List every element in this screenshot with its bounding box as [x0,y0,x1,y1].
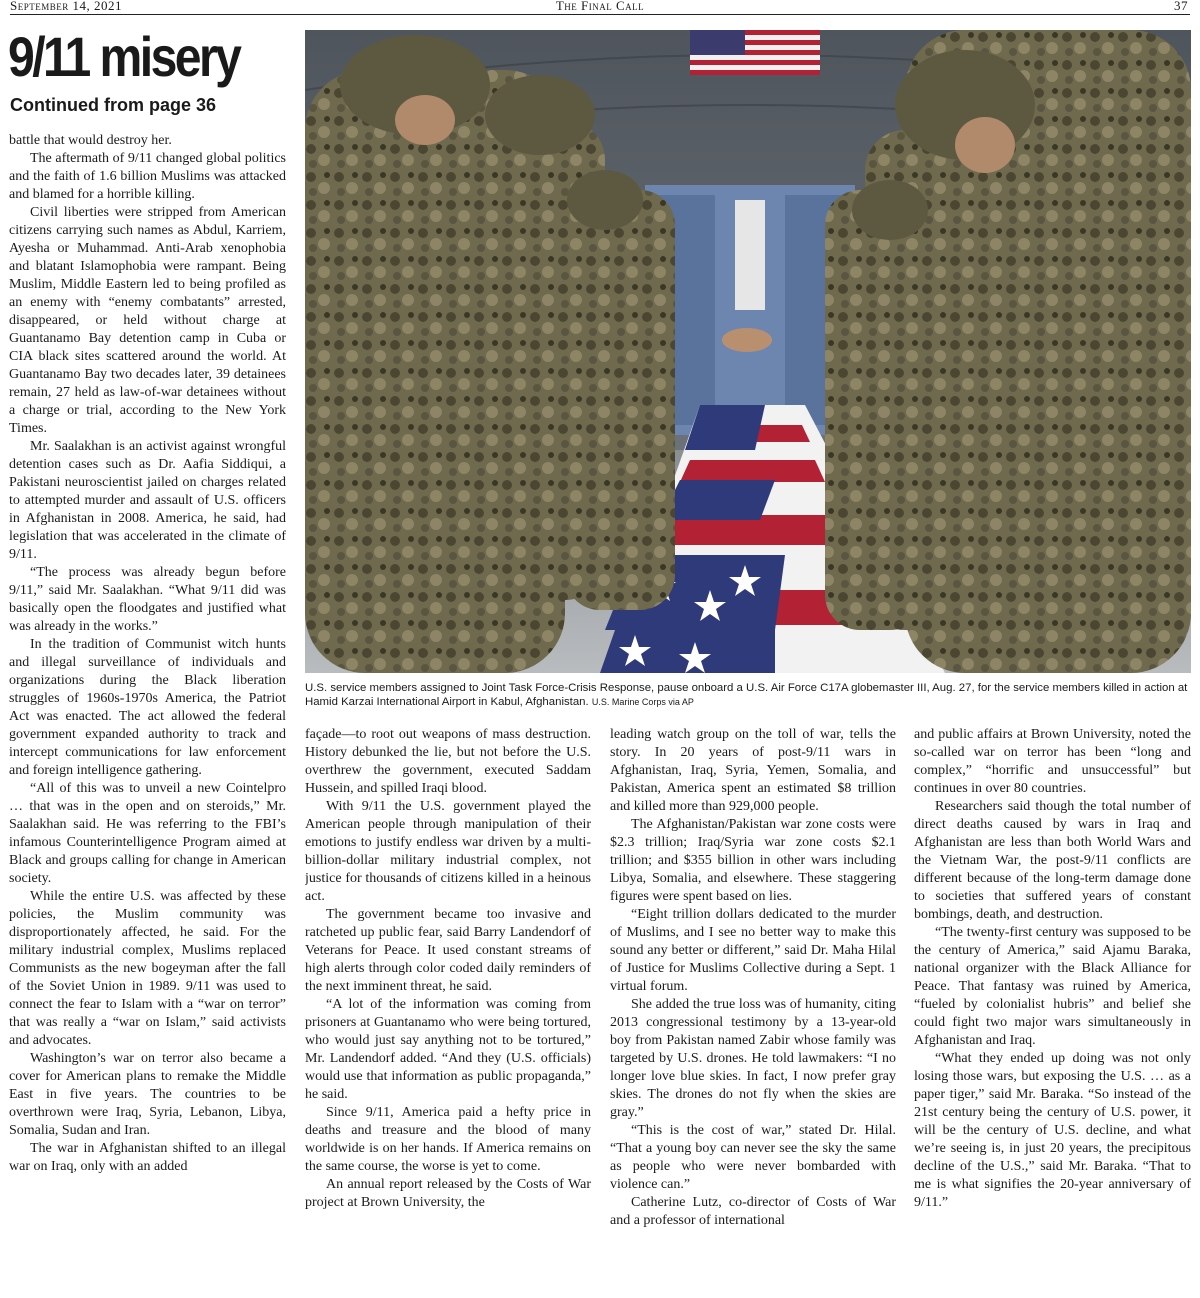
article-paragraph: leading watch group on the toll of war, tells the story. In 20 years of post-9/11 wars in Afghanistan, Iraq, Syria, Yemen, Somalia, and Pakistan, America spent an estimated $8 trillion and killed more than 929,000 people. [610,727,896,814]
article-column-4 [914,726,1191,1292]
article-paragraph: “Eight trillion dollars dedicated to the murder of Muslims, and I see no better way to make this sound any better or different,” said Dr. Maha Hilal of Justice for Muslims Collective during a Sept. 1 virtual forum. [610,907,896,994]
page-header [10,0,1190,15]
article-paragraph: Catherine Lutz, co-director of Costs of War and a professor of international [610,1195,896,1228]
article-paragraph: The war in Afghanistan shifted to an illegal war on Iraq, only with an added [9,1141,286,1174]
article-paragraph: Mr. Saalakhan is an activist against wrongful detention cases such as Dr. Aafia Siddiqui, a Pakistani neuroscientist jailed on charges related to attempted murder and assault of U.S. officers in Afghanistan in 2008. America, he said, had legislation that was accelerated in the climate of 9/11. [9,439,286,562]
article-paragraph: “What they ended up doing was not only losing those wars, but exposing the U.S. … as a paper tiger,” said Mr. Baraka. “So instead of the 21st century being the century of U.S. power, it will be the century of U.S. decline, and what we’re seeing is, in just 20 years, the precipitous decline of the U.S.,” said Mr. Baraka. “That to me is what signifies the 20-year anniversary of 9/11.” [914,1051,1191,1210]
newspaper-name: The Final Call [555,0,645,13]
article-column-3 [610,726,896,1292]
article-paragraph: The Afghanistan/Pakistan war zone costs were $2.3 trillion; Iraq/Syria war zone costs $2.1 trillion; and $355 billion in other wars including Libya, Somalia, and elsewhere. These staggering figures were spent based on lies. [610,817,896,904]
article-paragraph: She added the true loss was of humanity, citing 2013 congressional testimony by a 13-year-old boy from Pakistan named Zabir whose family was targeted by U.S. drones. He told lawmakers: “I no longer love blue skies. In fact, I now prefer gray skies. The drones do not fly when the skies are gray.” [610,997,896,1120]
caption-text: U.S. service members assigned to Joint Task Force-Crisis Response, pause onboard a U.S. Air Force C17A globemaster III, Aug. 27, for the service members killed in action at Hamid Karzai International Airport in Kabul, Afghanistan. [305,682,1188,708]
article-paragraph: “This is the cost of war,” stated Dr. Hilal. “That a young boy can never see the sky the same as people who were never bombarded with violence can.” [610,1123,896,1192]
photo-illustration [305,30,1191,673]
article-column-2 [305,726,591,1292]
article-paragraph: The aftermath of 9/11 changed global politics and the faith of 1.6 billion Muslims was attacked and blamed for a horrible killing. [9,151,286,202]
article-paragraph: and public affairs at Brown University, noted the so-called war on terror has been “long and complex,” “horrific and unsuccessful” but continues in over 80 countries. [914,727,1191,796]
article-paragraph: Since 9/11, America paid a hefty price in deaths and treasure and the blood of many worldwide is on her hands. If America remains on the same course, the worse is yet to come. [305,1105,591,1174]
article-paragraph: “The process was already begun before 9/11,” said Mr. Saalakhan. “What 9/11 did was basically open the floodgates and justified what was already in the works.” [9,565,286,634]
photo-credit: U.S. Marine Corps via AP [591,697,694,707]
article-paragraph: “The twenty-first century was supposed to be the century of America,” said Ajamu Baraka, national organizer with the Black Alliance for Peace. That fantasy was ruined by America, “fueled by colonialist hubris” and belief she could fight two major wars simultaneously in Afghanistan and Iraq. [914,925,1191,1048]
article-paragraph: Researchers said though the total number of direct deaths caused by wars in Iraq and Afghanistan are less than both World Wars and the Vietnam War, the post-9/11 conflicts are different because of the long-term damage done to societies that suffered years of constant bombings, death, and destruction. [914,799,1191,922]
article-photo [305,30,1191,673]
article-paragraph: battle that would destroy her. [9,133,172,148]
article-column-1 [9,132,286,1292]
article-paragraph: While the entire U.S. was affected by these policies, the Muslim community was disproportionately affected, he said. For the military industrial complex, Muslims replaced Communists as the new bogeyman after the fall of the Soviet Union in 1989. 9/11 was used to connect the fear to Islam with a “war on terror” that was really a “war on Islam,” said activists and advocates. [9,889,286,1048]
page-number: 37 [1174,0,1188,13]
article-paragraph: “A lot of the information was coming from prisoners at Guantanamo who were being tortured, who would just say anything not to be tortured,” Mr. Landendorf added. “And they (U.S. officials) would use that information as public propaganda,” he said. [305,997,591,1102]
article-paragraph: Washington’s war on terror also became a cover for American plans to remake the Middle East in five years. The countries to be overthrown were Iraq, Syria, Lebanon, Libya, Somalia, Sudan and Iran. [9,1051,286,1138]
photo-caption [305,681,1191,709]
article-paragraph: façade—to root out weapons of mass destruction. History debunked the lie, but not before the U.S. overthrew the government, executed Saddam Hussein, and spilled Iraqi blood. [305,727,591,796]
article-paragraph: In the tradition of Communist witch hunts and illegal surveillance of individuals and organizations during the Black liberation struggles of 1960s-1970s America, the Patriot Act was enacted. The act allowed the federal government expanded authority to track and intercept communications for law enforcement and foreign intelligence gathering. [9,637,286,778]
article-paragraph: Civil liberties were stripped from American citizens carrying such names as Abdul, Karriem, Ayesha or Muhammad. Anti-Arab xenophobia and blatant Islamophobia were rampant. Being Muslim, Middle Eastern led to being profiled as an enemy with “enemy combatants” arrested, disappeared, or held without charge at Guantanamo Bay detention camp in Cuba or CIA black sites scattered around the world. At Guantanamo Bay two decades later, 39 detainees remain, 27 held as law-of-war detainees without a charge or trial, according to the New York Times. [9,205,286,436]
article-paragraph: “All of this was to unveil a new Cointelpro … that was in the open and on steroids,” Mr. Saalakhan said. He was referring to the FBI’s infamous Counterintelligence Program aimed at Black and groups calling for change in American society. [9,781,286,886]
article-paragraph: The government became too invasive and ratcheted up public fear, said Barry Landendorf of Veterans for Peace. It used constant streams of high alerts through color coded daily reminders of the next imminent threat, he said. [305,907,591,994]
article-paragraph: With 9/11 the U.S. government played the American people through manipulation of their emotions to justify endless war driven by a multi-billion-dollar military industrial complex, not justice for thousands of citizens killed in a heinous act. [305,799,591,904]
article-headline: 9/11 misery [8,25,240,88]
continued-from-note: Continued from page 36 [10,95,217,115]
article-paragraph: An annual report released by the Costs of War project at Brown University, the [305,1177,591,1210]
issue-date: September 14, 2021 [10,0,122,13]
